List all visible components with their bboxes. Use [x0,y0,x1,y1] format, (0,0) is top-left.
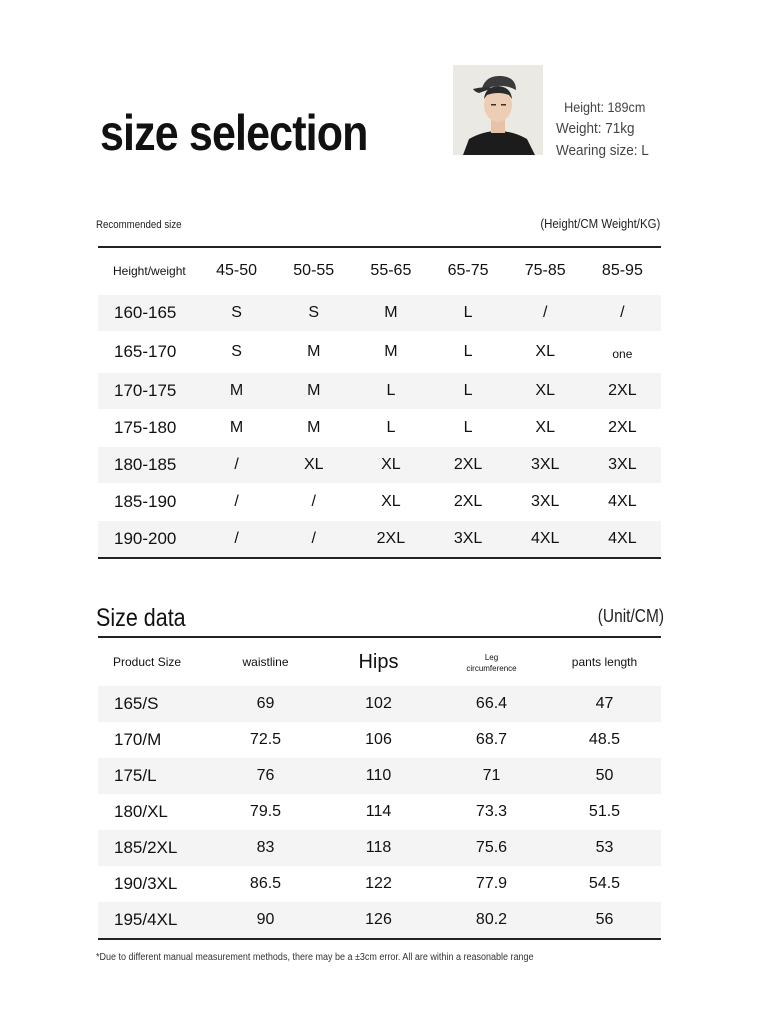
header-cell: 45-50 [198,247,275,295]
table-cell: 50 [548,758,661,794]
table-cell: L [429,373,506,410]
table-cell: / [198,484,275,521]
table-cell: / [507,295,584,332]
table-cell: 2XL [429,447,506,484]
table-cell: 102 [322,686,435,722]
table-cell: / [198,521,275,559]
table-cell: 2XL [352,521,429,559]
measurement-footnote: *Due to different manual measurement methods, there may be a ±3cm error. All are within a reasonable range [96,952,534,963]
table-cell: 2XL [584,410,661,447]
table-cell: 190/3XL [98,866,209,902]
header-cell-pants-length: pants length [571,655,638,669]
table-cell: 3XL [584,447,661,484]
table-cell: 2XL [584,373,661,410]
table-row [98,410,661,447]
table-cell: 90 [209,902,322,939]
table-cell: M [198,410,275,447]
table-cell: M [198,373,275,410]
size-data-unit-label: (Unit/CM) [597,606,664,626]
table-cell: L [352,410,429,447]
size-data-title: Size data [96,604,186,632]
table-cell: 3XL [507,447,584,484]
table-cell: 165-170 [98,332,198,373]
table-cell: S [198,295,275,332]
table-cell: M [352,332,429,373]
table-row [98,830,661,866]
table-cell: 190-200 [98,521,198,559]
table-header-row [98,637,661,686]
table-cell: 170/M [98,722,209,758]
page-title: size selection [100,105,368,161]
table-cell: 54.5 [548,866,661,902]
table-row [98,794,661,830]
table-cell: S [275,295,352,332]
leg-label-line2: circumference [466,664,517,673]
model-wearing-size: Wearing size: L [556,142,649,159]
header-cell-waistline: waistline [242,655,289,669]
table-row [98,722,661,758]
model-info [556,96,649,162]
leg-label-line1: Leg [484,653,499,662]
table-cell: 180-185 [98,447,198,484]
table-row [98,447,661,484]
model-height: Height: 189cm [564,99,646,115]
table-cell: M [352,295,429,332]
table-cell: 4XL [507,521,584,559]
table-cell: 185/2XL [98,830,209,866]
table-cell: XL [352,484,429,521]
table-cell: 79.5 [209,794,322,830]
table-cell: 53 [548,830,661,866]
table-cell: 72.5 [209,722,322,758]
table-cell: 83 [209,830,322,866]
table-cell: XL [507,410,584,447]
table-header-row [98,247,661,295]
table-cell: XL [352,447,429,484]
table-cell: L [352,373,429,410]
table-cell: 3XL [507,484,584,521]
table-cell: 4XL [584,521,661,559]
table-row [98,902,661,939]
table-cell: L [429,410,506,447]
header-cell: Height/weight [98,247,198,295]
header-cell: 65-75 [429,247,506,295]
table-cell: 68.7 [435,722,548,758]
size-data-table [98,636,661,940]
table-cell: 86.5 [209,866,322,902]
header-cell-product-size: Product Size [113,655,182,669]
table-cell: 69 [209,686,322,722]
table-cell: / [584,295,661,332]
table-cell: 185-190 [98,484,198,521]
table-cell: L [429,295,506,332]
table-cell: S [198,332,275,373]
table-cell: 76 [209,758,322,794]
table-cell: / [275,521,352,559]
model-weight: Weight: 71kg [556,120,635,137]
table-cell: 170-175 [98,373,198,410]
table-row [98,686,661,722]
table-cell: 80.2 [435,902,548,939]
table-cell: 122 [322,866,435,902]
header-cell: 55-65 [352,247,429,295]
table-row [98,521,661,559]
table-cell: / [198,447,275,484]
table-row [98,758,661,794]
table-cell: XL [507,332,584,373]
table-row [98,295,661,332]
table-cell: 118 [322,830,435,866]
table-cell: 73.3 [435,794,548,830]
table-cell: XL [275,447,352,484]
table-cell: XL [507,373,584,410]
table-cell: M [275,373,352,410]
header-cell: 75-85 [507,247,584,295]
table-cell: 165/S [98,686,209,722]
table-cell: 114 [322,794,435,830]
header-cell-leg-circumference [435,637,548,686]
table-cell: 66.4 [435,686,548,722]
table-cell: 2XL [429,484,506,521]
table-cell: M [275,410,352,447]
table-cell: 180/XL [98,794,209,830]
table-cell: M [275,332,352,373]
table-cell: 110 [322,758,435,794]
table-cell: L [429,332,506,373]
table-cell: 77.9 [435,866,548,902]
table-cell: / [275,484,352,521]
model-photo [453,65,543,155]
header-cell: 85-95 [584,247,661,295]
table-cell: 195/4XL [98,902,209,939]
table-cell: 75.6 [435,830,548,866]
table-row [98,866,661,902]
table-cell: 106 [322,722,435,758]
header-cell-hips: Hips [358,650,399,673]
table-cell: 3XL [429,521,506,559]
table-cell: 126 [322,902,435,939]
table-row [98,373,661,410]
table-cell: 51.5 [548,794,661,830]
table-cell: 48.5 [548,722,661,758]
recommended-size-label: Recommended size [96,219,182,231]
table-cell: 160-165 [98,295,198,332]
recommended-size-table [98,246,661,559]
recommended-unit-label: (Height/CM Weight/KG) [540,216,660,231]
header-cell: 50-55 [275,247,352,295]
table-cell: 47 [548,686,661,722]
table-row [98,484,661,521]
table-cell: 175-180 [98,410,198,447]
table-cell: 56 [548,902,661,939]
table-cell: one [584,332,661,373]
table-cell: 71 [435,758,548,794]
table-cell: 175/L [98,758,209,794]
model-photo-icon [453,65,543,155]
table-cell: 4XL [584,484,661,521]
table-row [98,332,661,373]
